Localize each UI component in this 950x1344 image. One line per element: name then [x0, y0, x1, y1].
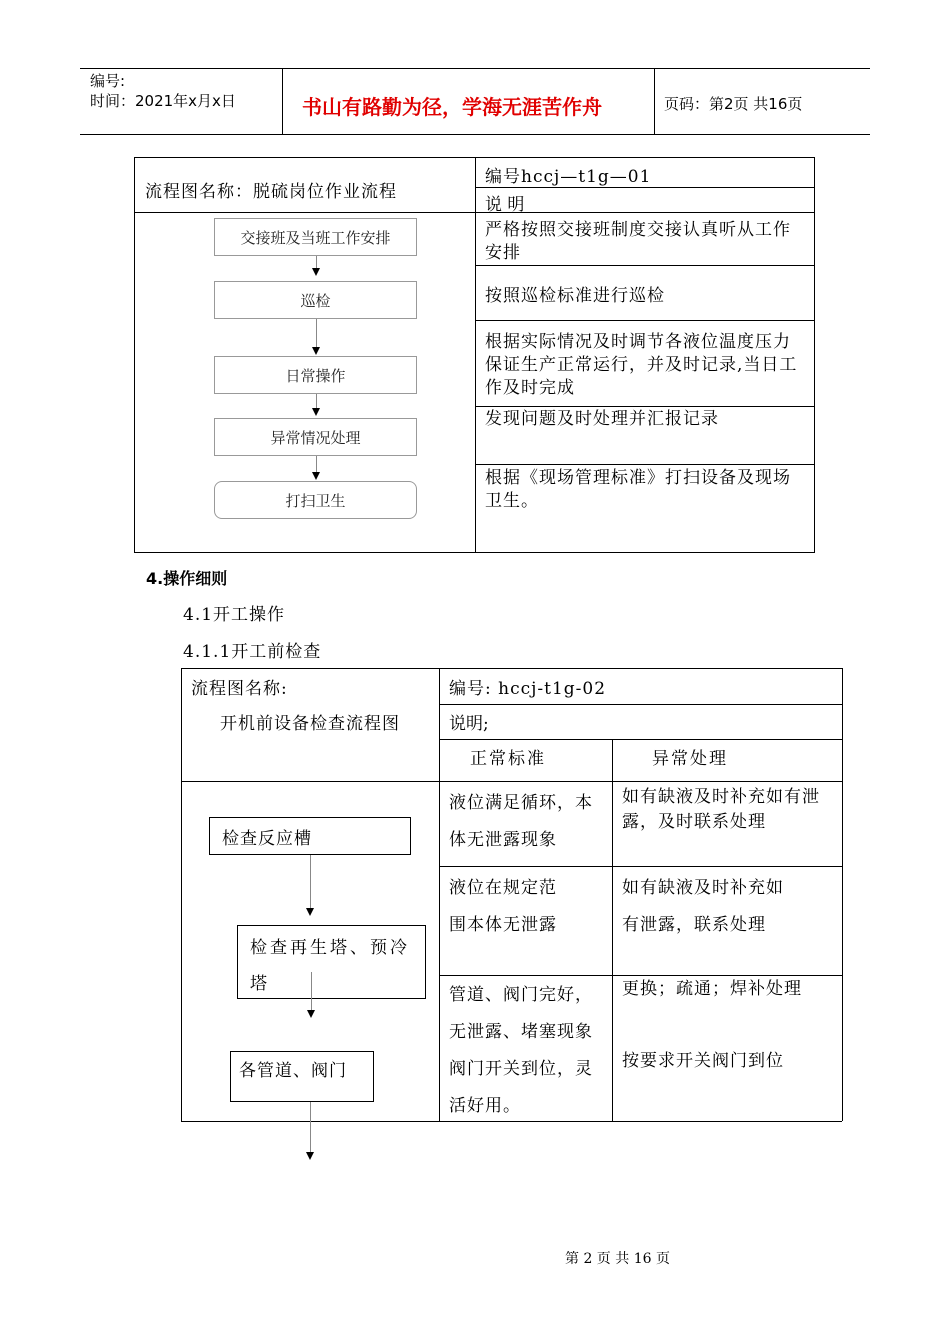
table1-note: 根据实际情况及时调节各液位温度压力保证生产正常运行，并及时记录,当日工作及时完成: [485, 332, 798, 398]
flow-step-label: 打扫卫生: [285, 491, 346, 510]
table1-code: 编号hccj—t1g—01: [485, 167, 652, 187]
subsection-heading: 4.1开工操作: [183, 605, 286, 625]
flow-step-label: 检查再生塔、预冷塔: [250, 938, 410, 994]
flow-step-abnormal-handling: [214, 418, 417, 456]
flow-step-label: 巡检: [300, 291, 331, 310]
flow-step-handover: [214, 218, 417, 256]
flow-step-label: 各管道、阀门: [239, 1061, 347, 1081]
flow-arrow: [316, 319, 317, 347]
table2-abnormal-cell: 按要求开关阀门到位: [622, 1051, 784, 1071]
flow-step-inspection: [214, 281, 417, 319]
flow-arrow: [316, 394, 317, 408]
table2-normal-cell: 液位满足循环，本体无泄露现象: [449, 793, 593, 850]
flow-arrowhead: [312, 472, 320, 480]
header-number-label: 编号:: [90, 72, 126, 90]
header-top-rule: [80, 68, 870, 69]
flow-arrowhead: [307, 1010, 315, 1018]
table2-col-normal: 正常标准: [470, 749, 546, 769]
table2-abnormal-cell: 如有缺液及时补充如有泄露，联系处理: [622, 878, 784, 935]
header-page-label: 页码：第2页 共16页: [664, 95, 803, 113]
flow-step-daily-operation: [214, 356, 417, 394]
header-divider-left: [282, 68, 283, 134]
flow-arrowhead: [306, 908, 314, 916]
page-footer: 第 2 页 共 16 页: [565, 1251, 670, 1267]
table2-flow-name: 开机前设备检查流程图: [220, 714, 400, 734]
header-time-label: 时间：2021年x月x日: [90, 92, 236, 110]
table2-col-abnormal: 异常处理: [652, 749, 728, 769]
flow-step-reaction-tank: [209, 817, 411, 855]
flow-step-cleaning: [214, 481, 417, 519]
flow-arrowhead: [312, 347, 320, 355]
header-bottom-rule: [80, 134, 870, 135]
table2-normal-cell: 液位在规定范围本体无泄露: [449, 878, 557, 935]
flow-step-label: 异常情况处理: [270, 428, 361, 447]
flow-arrowhead: [312, 408, 320, 416]
table1-note: 根据《现场管理标准》打扫设备及现场卫生。: [485, 468, 791, 511]
table2-normal-cell: 管道、阀门完好，无泄露、堵塞现象阀门开关到位，灵活好用。: [449, 985, 593, 1116]
table2-abnormal-cell: 如有缺液及时补充如有泄露，及时联系处理: [622, 787, 820, 832]
flow-arrow: [310, 855, 311, 908]
table2-code: 编号: hccj-t1g-02: [449, 679, 607, 699]
flow-arrow: [311, 972, 312, 1010]
table2-flow-name-label: 流程图名称:: [191, 679, 288, 699]
subsubsection-heading: 4.1.1开工前检查: [183, 642, 322, 662]
table1-note: 按照巡检标准进行巡检: [485, 286, 665, 306]
flow-arrow: [316, 456, 317, 472]
flow-step-label: 交接班及当班工作安排: [240, 228, 391, 247]
flow-step-pipes-valves: [230, 1051, 374, 1102]
table2-abnormal-cell: 更换；疏通；焊补处理: [622, 979, 802, 999]
section-heading: 4.操作细则: [146, 569, 228, 588]
header-divider-right: [654, 68, 655, 134]
header-motto: 书山有路勤为径，学海无涯苦作舟: [302, 95, 602, 119]
flow-step-label: 日常操作: [285, 366, 346, 385]
table2-explain-label: 说明;: [449, 714, 489, 734]
table1-flow-name: 流程图名称：脱硫岗位作业流程: [145, 182, 397, 202]
flow-step-regen-tower: [237, 925, 426, 999]
flow-arrowhead: [312, 268, 320, 276]
table1-note: 发现问题及时处理并汇报记录: [485, 409, 719, 429]
table1-note: 严格按照交接班制度交接认真听从工作安排: [485, 220, 791, 263]
flow-arrow: [310, 1102, 311, 1152]
table1-explain-label: 说 明: [485, 195, 525, 215]
flow-arrow: [316, 256, 317, 268]
flow-arrowhead: [306, 1152, 314, 1160]
flow-step-label: 检查反应槽: [222, 828, 312, 849]
